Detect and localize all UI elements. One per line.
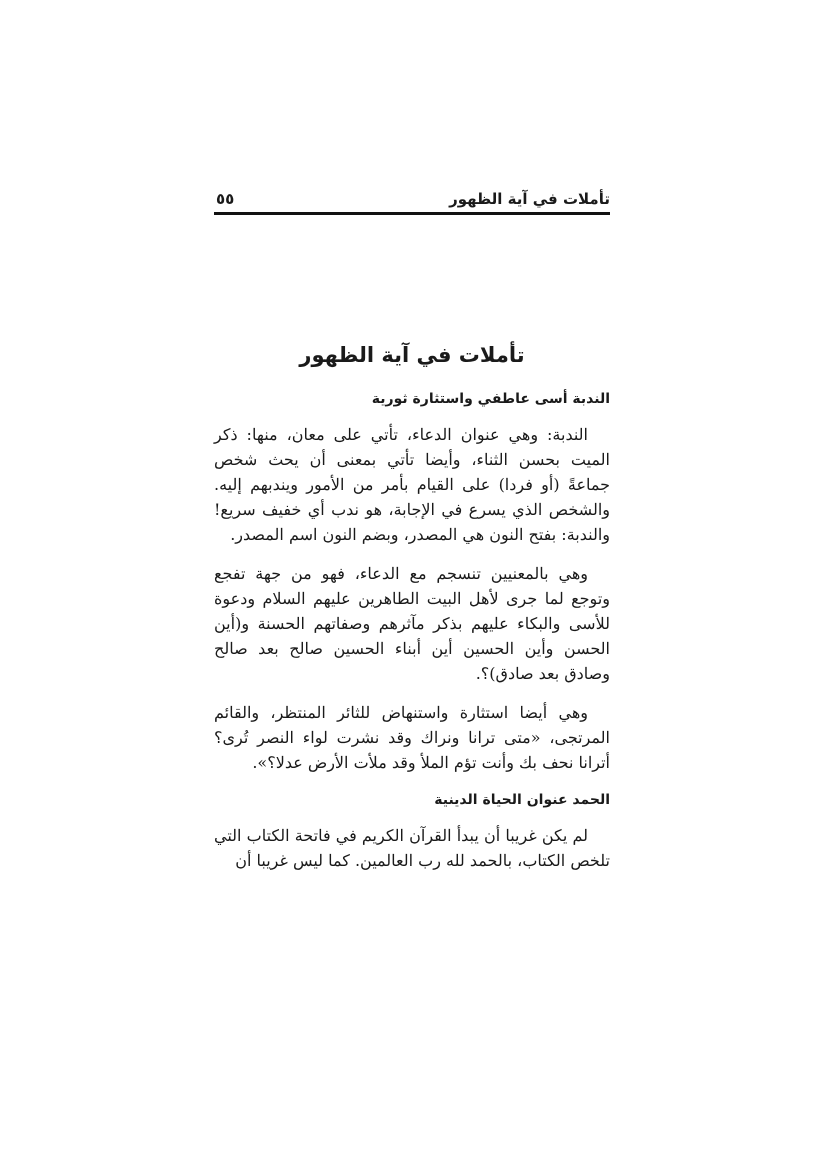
chapter-title: تأملات في آية الظهور xyxy=(299,343,525,367)
running-title: تأملات في آية الظهور xyxy=(449,190,610,208)
paragraph: الندبة: وهي عنوان الدعاء، تأتي على معان، منها: ذكر الميت بحسن الثناء، وأيضا تأتي بمعنى أن يحث شخص جماعةً (أو فردا) على القيام بأمر من الأمور ويندبهم إليه. والشخص الذي يسرع في الإجابة، هو ندب أي خفيف سريع! والندبة: بفتح النون هي المصدر، وبضم النون اسم المصدر. xyxy=(214,425,610,544)
section-heading: الندبة أسى عاطفي واستثارة ثورية xyxy=(371,391,610,407)
page-body xyxy=(214,340,610,887)
paragraph: لم يكن غريبا أن يبدأ القرآن الكريم في فاتحة الكتاب التي تلخص الكتاب، بالحمد لله رب العالمين. كما ليس غريبا أن xyxy=(214,826,610,870)
header-rule xyxy=(214,212,610,215)
paragraph: وهي بالمعنيين تنسجم مع الدعاء، فهو من جهة تفجع وتوجع لما جرى لأهل البيت الطاهرين عليهم السلام ودعوة للأسى والبكاء عليهم بذكر مآثرهم وصفاتهم الحسنة و(أين الحسن وأين الحسين أين أبناء الحسين صالح بعد صالح وصادق بعد صادق)؟. xyxy=(214,564,610,683)
page-number: ٥٥ xyxy=(216,190,235,208)
section-heading: الحمد عنوان الحياة الدينية xyxy=(434,792,610,808)
page-header xyxy=(214,186,610,212)
paragraph: وهي أيضا استثارة واستنهاض للثائر المنتظر، والقائم المرتجى، «متى ترانا ونراك وقد نشرت لواء النصر تُرى؟ أترانا نحف بك وأنت تؤم الملأ وقد ملأت الأرض عدلا؟». xyxy=(214,703,610,772)
